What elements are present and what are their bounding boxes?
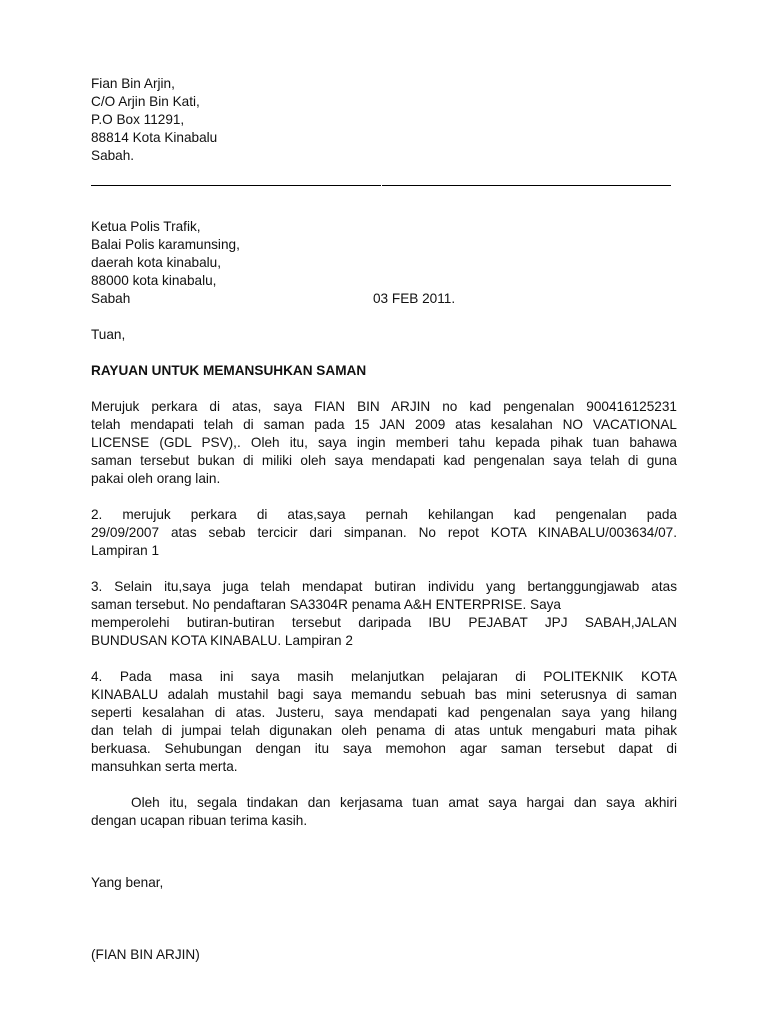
paragraph-line: Oleh itu, segala tindakan dan kerjasama tuan amat saya hargai dan saya akhiri: [131, 795, 677, 810]
paragraph-line: Merujuk perkara di atas, saya FIAN BIN ARJIN no kad pengenalan 900416125231: [91, 399, 677, 414]
paragraph-line: memperolehi butiran-butiran tersebut daripada IBU PEJABAT JPJ SABAH,JALAN: [91, 615, 677, 630]
sign-off: Yang benar,: [91, 875, 164, 890]
salutation: Tuan,: [91, 327, 126, 342]
address-divider: [91, 185, 671, 187]
paragraph-line: seperti kesalahan di atas. Justeru, saya mendapati kad pengenalan saya yang hilang: [91, 705, 677, 720]
recipient-last-row: [91, 290, 677, 308]
signature-name: (FIAN BIN ARJIN): [91, 947, 200, 962]
paragraph-3: [91, 578, 677, 650]
paragraph-line: BUNDUSAN KOTA KINABALU. Lampiran 2: [91, 633, 353, 648]
sender-line: C/O Arjin Bin Kati,: [91, 94, 200, 109]
paragraph-line: KINABALU adalah mustahil bagi saya memandu sebuah bas mini seterusnya di saman: [91, 687, 677, 702]
paragraph-line: saman tersebut bukan di miliki oleh saya mendapati kad pengenalan saya telah di guna: [91, 453, 677, 468]
paragraph-line: 3. Selain itu,saya juga telah mendapat butiran individu yang bertanggungjawab atas: [91, 579, 677, 594]
paragraph-line: LICENSE (GDL PSV),. Oleh itu, saya ingin memberi tahu kepada pihak tuan bahawa: [91, 435, 677, 450]
paragraph-line: dan telah di jumpai telah digunakan oleh penama di atas untuk mengaburi mata pihak: [91, 723, 677, 738]
paragraph-line: berkuasa. Sehubungan dengan itu saya memohon agar saman tersebut dapat di: [91, 741, 677, 756]
recipient-address: [91, 218, 677, 308]
paragraph-2: [91, 506, 677, 560]
paragraph-line: 29/09/2007 atas sebab tercicir dari simpanan. No repot KOTA KINABALU/003634/07.: [91, 525, 677, 540]
divider-segment-right: [382, 185, 671, 186]
letter-page: [91, 75, 677, 964]
paragraph-line: pakai oleh orang lain.: [91, 471, 221, 486]
paragraph-line: saman tersebut. No pendaftaran SA3304R penama A&H ENTERPRISE. Saya: [91, 597, 561, 612]
paragraph-line: dengan ucapan ribuan terima kasih.: [91, 813, 308, 828]
sender-address: [91, 75, 677, 165]
paragraph-line: 4. Pada masa ini saya masih melanjutkan pelajaran di POLITEKNIK KOTA: [91, 669, 677, 684]
sender-line: Fian Bin Arjin,: [91, 76, 175, 91]
recipient-line: Balai Polis karamunsing,: [91, 237, 240, 252]
recipient-line: 88000 kota kinabalu,: [91, 273, 217, 288]
paragraph-line: 2. merujuk perkara di atas,saya pernah kehilangan kad pengenalan pada: [91, 507, 677, 522]
recipient-line: Sabah: [91, 291, 131, 306]
closing-paragraph: [91, 794, 677, 830]
divider-segment-left: [91, 185, 381, 186]
paragraph-4: [91, 668, 677, 776]
sender-line: Sabah.: [91, 148, 135, 163]
recipient-line: daerah kota kinabalu,: [91, 255, 221, 270]
recipient-line: Ketua Polis Trafik,: [91, 219, 201, 234]
sender-line: 88814 Kota Kinabalu: [91, 130, 218, 145]
paragraph-line: telah mendapati telah di saman pada 15 JAN 2009 atas kesalahan NO VACATIONAL: [91, 417, 677, 432]
subject-heading: RAYUAN UNTUK MEMANSUHKAN SAMAN: [91, 363, 367, 378]
paragraph-line: Lampiran 1: [91, 543, 160, 558]
paragraph-1: [91, 398, 677, 488]
letter-date: 03 FEB 2011.: [373, 291, 456, 306]
sender-line: P.O Box 11291,: [91, 112, 185, 127]
paragraph-line: mansuhkan serta merta.: [91, 759, 238, 774]
